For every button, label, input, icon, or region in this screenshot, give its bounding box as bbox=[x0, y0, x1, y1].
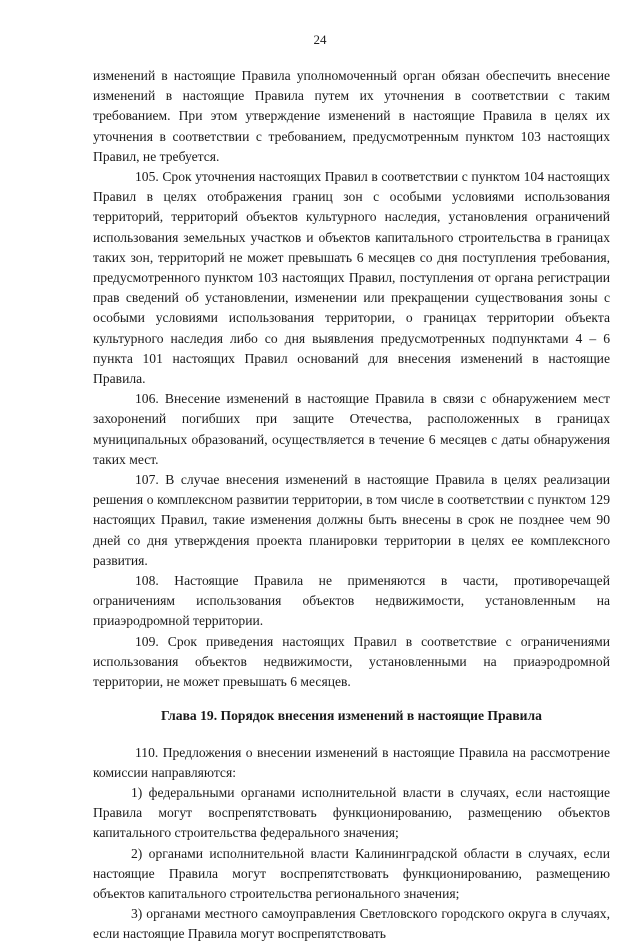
list-item-1: 1) федеральными органами исполнительной власти в случаях, если настоящие Правила могут воспрепятствовать функционированию, размещению объектов капитального строительства федерального значения; bbox=[93, 784, 610, 841]
paragraph-108: 108. Настоящие Правила не применяются в части, противоречащей ограничениям использования объектов недвижимости, установленным на приаэродромной территории. bbox=[93, 573, 610, 629]
document-body bbox=[93, 66, 610, 945]
paragraph-107: 107. В случае внесения изменений в настоящие Правила в целях реализации решения о комплексном развитии территории, в том числе в соответствии с пунктом 129 настоящих Правил, такие изменения должны быть внесены в срок не позднее чем 90 дней со дня утверждения проекта планировки территории в целях ее комплексного развития. bbox=[93, 472, 610, 568]
chapter-heading: Глава 19. Порядок внесения изменений в настоящие Правила bbox=[161, 708, 542, 724]
paragraph-110: 110. Предложения о внесении изменений в настоящие Правила на рассмотрение комиссии направляются: bbox=[93, 744, 610, 780]
list-item-3: 3) органами местного самоуправления Светловского городского округа в случаях, если настоящие Правила могут воспрепятствовать bbox=[93, 906, 610, 942]
paragraph-105: 105. Срок уточнения настоящих Правил в соответствии с пунктом 104 настоящих Правил в целях отображения границ зон с особыми условиями использования территорий, территорий объектов культурного наследия, установления ограничений использования земельных участков и объектов капитального строительства в границах таких зон, территорий не может превышать 6 месяцев со дня поступления требования, предусмотренного пунктом 103 настоящих Правил, поступления от органа регистрации прав сведений об установлении, изменении или прекращении существования зоны с особыми условиями использования территории, о границах территории объекта культурного наследия либо со дня выявления предусмотренных подпунктами 4 – 6 пункта 101 настоящих Правил оснований для внесения изменений в настоящие Правила. bbox=[93, 169, 610, 387]
paragraph-109: 109. Срок приведения настоящих Правил в соответствие с ограничениями использования объектов недвижимости, установленными на приаэродромной территории, не может превышать 6 месяцев. bbox=[93, 633, 610, 690]
page-number: 24 bbox=[313, 32, 327, 47]
list-item-2: 2) органами исполнительной власти Калининградской области в случаях, если настоящие Правила могут воспрепятствовать функционированию, размещению объектов капитального строительства регионального значения; bbox=[93, 845, 610, 901]
paragraph-106: 106. Внесение изменений в настоящие Правила в связи с обнаружением мест захоронений погибших при защите Отечества, расположенных в границах муниципальных образований, осуществляется в течение 6 месяцев с даты обнаружения таких мест. bbox=[93, 391, 610, 467]
paragraph-continuation: изменений в настоящие Правила уполномоченный орган обязан обеспечить внесение изменений в настоящие Правила путем их уточнения в соответствии с таким требованием. При этом утверждение изменений в настоящие Правила в целях их уточнения в соответствии с требованием, предусмотренным пунктом 103 настоящих Правил, не требуется. bbox=[93, 68, 610, 164]
